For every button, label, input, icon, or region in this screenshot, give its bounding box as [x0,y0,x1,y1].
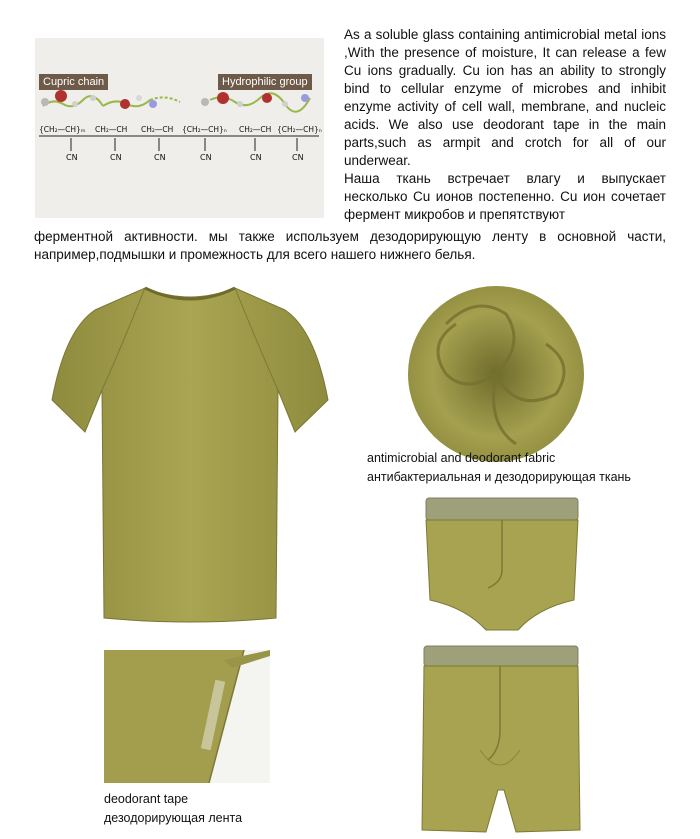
molecule-diagram [35,38,324,218]
cupric-chain-label: Cupric chain [39,74,108,90]
cn-label: CN [250,153,262,162]
description-english: As a soluble glass containing antimicrobial metal ions ,With the presence of moisture, It can release a few Cu ions gradually. Cu ion has an ability to strongly bind to cellular enzyme of microbes and inhibit enzyme activity of cell wall, membrane, and nucleic acids. We also use deodorant tape in the main parts,such as armpit and crotch for all of our underwear. [344,27,666,168]
fabric-caption-en: antimicrobial and deodorant fabric [367,451,556,465]
cn-label: CN [200,153,212,162]
tape-caption-en: deodorant tape [104,792,189,806]
cn-label: CN [292,153,304,162]
cn-label: CN [66,153,78,162]
description-russian-part1: Наша ткань встречает влагу и выпускает несколько Cu ионов постепенно. Cu ион сочетает фермент микробов и препятствуют [344,171,666,222]
fabric-caption [367,449,631,487]
tshirt-image [40,280,340,630]
deodorant-tape-detail [104,650,270,783]
cn-label: CN [110,153,122,162]
cn-label: CN [154,153,166,162]
formula-group: CH₂—CH [239,125,272,134]
formula-group: {CH₂—CH}ₘ [39,125,86,134]
hydrophilic-group-label: Hydrophilic group [218,74,312,90]
fabric-swatch-image [406,284,586,464]
description-russian-part2: ферментной активности. мы также используем дезодорирующую ленту в основной части, например,подмышки и промежность для всего нашего нижнего белья. [34,229,666,262]
fabric-caption-ru: антибактериальная и дезодорирующая ткань [367,470,631,484]
formula-group: {CH₂—CH}ₙ [277,125,322,134]
boxer-briefs-image [420,640,582,836]
briefs-image [418,490,586,638]
formula-group: CH₂—CH [141,125,174,134]
formula-group: {CH₂—CH}ₙ [182,125,227,134]
tape-caption-ru: дезодорирующая лента [104,811,243,825]
formula-group: CH₂—CH [95,125,128,134]
tape-caption [104,790,242,828]
armpit-detail-image [104,650,270,783]
